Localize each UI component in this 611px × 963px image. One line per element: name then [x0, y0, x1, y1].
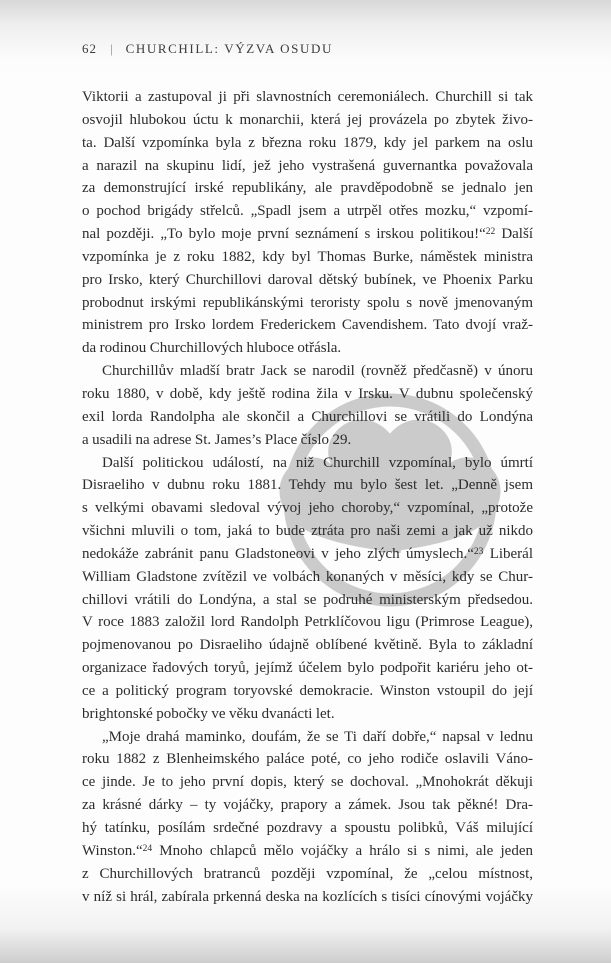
text-line: nal později. „To bylo moje první seznámení s irskou politikou!“$^{22}$ Další [82, 226, 533, 243]
text-line: ta. Další vzpomínka byla z března roku 1879, kdy jel parkem na oslu [82, 134, 533, 151]
text-line: V roce 1883 založil lord Randolph Petrklíčovou ligu (Primrose League), [82, 614, 533, 631]
text-line: Viktorii a zastupoval ji při slavnostních ceremoniálech. Churchill si tak [82, 89, 533, 105]
text-line: za demonstrující irské republikány, ale pravděpodobně se jednalo jen [82, 180, 533, 197]
text-line: Churchillův mladší bratr Jack se narodil (rovněž předčasně) v únoru [102, 363, 533, 380]
text-line: ce jinde. Je to jeho první dopis, který se dochoval. „Mnohokrát děkuji [82, 774, 533, 791]
text-line: roku 1882 z Blenheimského paláce poté, co jeho rodiče oslavili Váno- [82, 751, 533, 768]
text-line: ministrem pro Irsko lordem Frederickem Cavendishem. Tato dvojí vraž- [82, 317, 533, 334]
header-separator: | [110, 41, 113, 56]
text-line: brightonské pobočky ve věku dvanácti let. [82, 705, 335, 722]
text-line: hý tatínku, posílám srdečné pozdravy a spoustu polibků, Váš milující [82, 820, 533, 836]
text-line: William Gladstone zvítězil ve volbách konaných v měsíci, kdy se Chur- [82, 568, 533, 585]
text-line: „Moje drahá maminko, doufám, že se Ti daří dobře,“ napsal v lednu [102, 728, 533, 745]
text-line: Winston.“$^{24}$ Mnoho chlapců mělo vojáčky a hrálo si s nimi, ale jeden [82, 842, 533, 859]
text-line: a narazil na skupinu lidí, jež jeho vystrašená guvernantka považovala [82, 157, 533, 174]
footnote-ref: 24 [142, 843, 153, 854]
text-line: v níž si hrál, zabírala prkenná deska na kozlících s tisíci cínovými vojáčky [82, 888, 533, 905]
text-line: exil lorda Randolpha ale skončil a Churchillovi se vrátili do Londýna [82, 408, 533, 425]
running-header [82, 41, 333, 57]
text-line: o pochod brigády střelců. „Spadl jsem a utrpěl otřes mozku,“ vzpomí- [82, 203, 533, 220]
text-line: a usadili na adrese St. James’s Place číslo 29. [82, 431, 352, 448]
text-line: chillovi vrátili do Londýna, a stal se podruhé ministerským předsedou. [82, 591, 533, 608]
text-line: da rodinou Churchillových hluboce otřásla. [82, 340, 342, 357]
text-line: organizace řadových toryů, jejímž účelem bylo podpořit kariéru jeho ot- [82, 660, 533, 677]
footnote-ref: 22 [485, 226, 496, 237]
text-line: za krásné dárky – ty vojáčky, prapory a zámek. Jsou tak pěkné! Dra- [82, 797, 533, 814]
body-text [82, 86, 533, 908]
text-line: z Churchillových bratranců později vzpomínal, že „celou místnost, [82, 865, 533, 882]
text-line: probodnut irskými republikánskými teroristy spolu s nově jmenovaným [82, 294, 533, 311]
text-line: vzpomínka je z roku 1882, kdy byl Thomas Burke, náměstek ministra [82, 248, 533, 265]
book-title: CHURCHILL: VÝZVA OSUDU [125, 41, 333, 56]
text-line: Disraeliho v dubnu roku 1881. Tehdy mu bylo šest let. „Denně jsem [82, 477, 533, 494]
text-line: osvojil hlubokou úctu k monarchii, která jej provázela po zbytek živo- [82, 111, 533, 128]
text-line: Další politickou událostí, na niž Churchill vzpomínal, bylo úmrtí [102, 454, 533, 471]
text-line: ce a politický program toryovské demokracie. Winston vstoupil do její [82, 682, 533, 699]
footnote-ref: 23 [473, 546, 484, 557]
text-line: pro Irsko, který Churchillovi daroval dětský bubínek, ve Phoenix Parku [82, 271, 533, 288]
text-line: pojmenovanou po Disraeliho údajně oblíbené květině. Byla to základní [82, 637, 533, 654]
text-line: nedokáže zabránit panu Gladstoneovi v jeho zlých úmyslech.“$^{23}$ Liberál [82, 545, 533, 562]
text-line: roku 1880, v době, kdy ještě rodina žila v Irsku. V dubnu společenský [82, 385, 533, 402]
page-number: 62 [82, 41, 97, 56]
text-line: s velkými obavami sledoval vývoj jeho choroby,“ vzpomínal, „protože [82, 500, 533, 517]
text-line: všichni mluvili o tom, jaká to bude ztráta pro naši zemi a jak už nikdo [82, 523, 533, 540]
